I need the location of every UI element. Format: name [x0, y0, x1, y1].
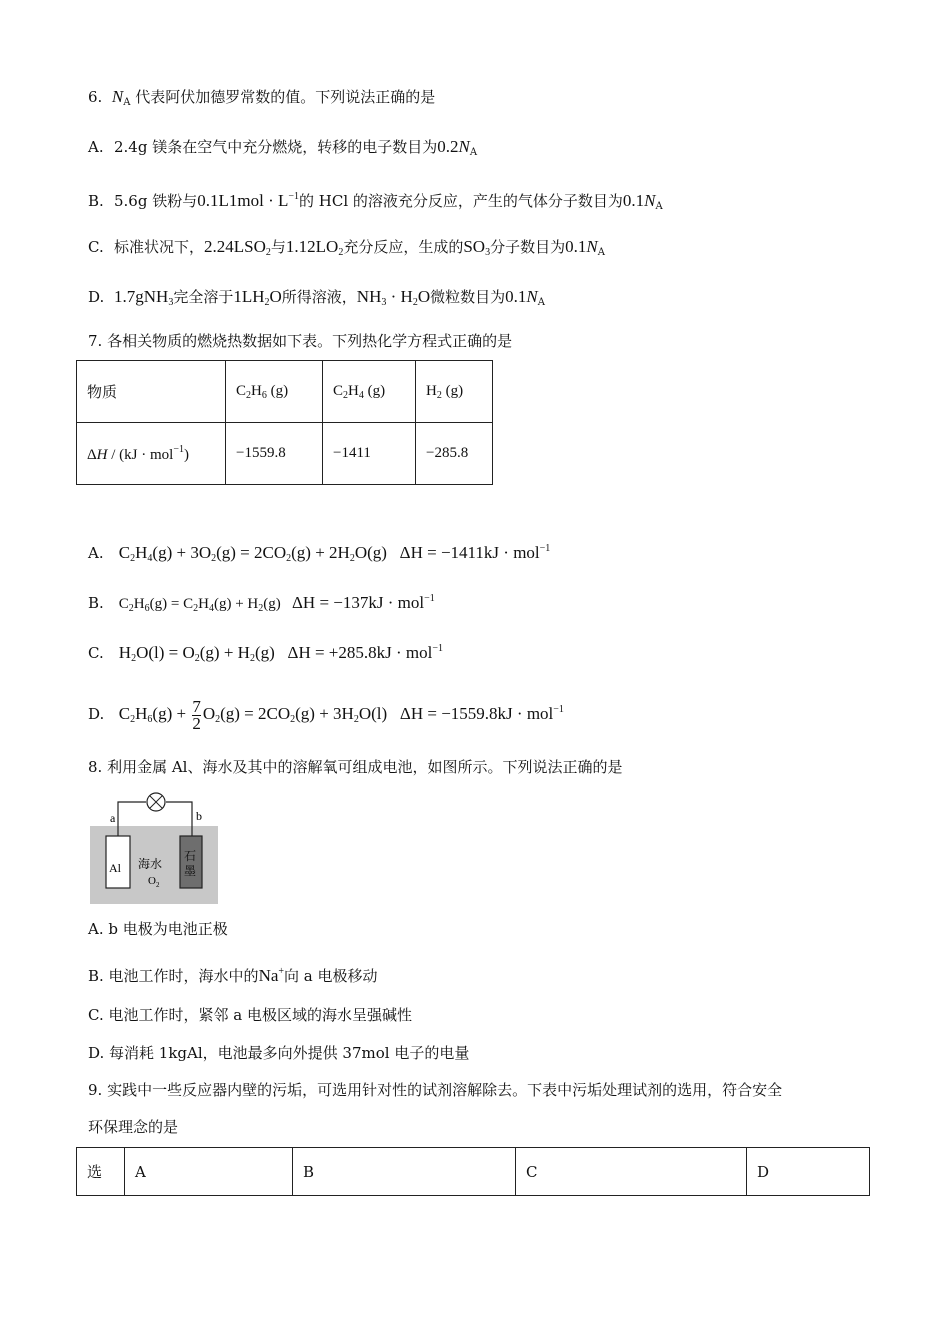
q7-option-c: C. $H_2O(l) = O_2(g) + H_2(g) \Delta H = +285.8kJ \cdot mol^{-1}$: [88, 643, 444, 664]
q9-header-a: A: [125, 1148, 293, 1196]
q7-header-c2h4: $C_2H_4$ (g): [323, 361, 416, 423]
q6-option-a: A. 2.4g 镁条在空气中充分燃烧，转移的电子数目为$0.2N_A$: [88, 137, 478, 158]
q7-option-b: B. $C_2H_6(g) = C_2H_4(g) + H_2(g) \Delta H = -137kJ \cdot mol^{-1}$: [88, 593, 435, 614]
bulb-icon: [147, 793, 165, 811]
q6-option-b: B. 5.6g 铁粉与$0.1L1mol \cdot L^{-1}$的 HCl 的溶液充分反应，产生的气体分子数目为$0.1N_A$: [88, 191, 663, 212]
q7-option-d: D. $C_2H_6(g)$ + $\frac{7}{2}$ $O_2(g) = 2CO_2(g) + 3H_2O(l) \Delta H = -1559.8kJ \cdot mol^{-1}$: [88, 696, 564, 733]
q7-row-dh-label: ΔH / (kJ · mol$^{-1}$): [77, 423, 226, 485]
al-label: Al: [109, 861, 121, 875]
q9-stem-line1: 9. 实践中一些反应器内壁的污垢，可选用针对性的试剂溶解除去。下表中污垢处理试剂的选用，符合安全: [88, 1081, 783, 1099]
label-b: b: [196, 809, 202, 823]
q7-header-substance: 物质: [77, 361, 226, 423]
q8-option-b: B. 电池工作时，海水中的Na+向 a 电极移动: [88, 966, 378, 985]
q6-stem: 6. $N_A$ 代表阿伏加德罗常数的值。下列说法正确的是: [88, 87, 436, 108]
q9-header-d: D: [747, 1148, 870, 1196]
q9-stem-line2: 环保理念的是: [88, 1118, 179, 1136]
seawater-label: 海水: [138, 857, 163, 871]
q7-option-a: A. $C_2H_4(g) + 3O_2(g) = 2CO_2(g) + 2H_2O(g) \Delta H = -1411kJ \cdot mol^{-1}$: [88, 543, 551, 564]
q9-header-b: B: [293, 1148, 516, 1196]
q9-header-c: C: [516, 1148, 747, 1196]
q8-option-a: A. b 电极为电池正极: [88, 920, 228, 938]
q7-header-c2h6: $C_2H_6$ (g): [226, 361, 323, 423]
q8-option-c: C. 电池工作时，紧邻 a 电极区域的海水呈强碱性: [88, 1006, 412, 1024]
q7-dh-c2h6: −1559.8: [226, 423, 323, 485]
q7-dh-h2: −285.8: [416, 423, 493, 485]
q8-option-d: D. 每消耗 1kgAl，电池最多向外提供 37mol 电子的电量: [88, 1044, 470, 1062]
q8-stem: 8. 利用金属 Al、海水及其中的溶解氧可组成电池，如图所示。下列说法正确的是: [88, 758, 623, 776]
q6-option-d: D. 1.7gNH$_3$完全溶于$1LH_2O$所得溶液，$NH_3 \cdot H_2O$微粒数目为$0.1N_A$: [88, 287, 545, 308]
graphite-label-2: 墨: [184, 864, 197, 878]
q7-table: [76, 360, 493, 485]
q9-header-choice: 选: [77, 1148, 125, 1196]
graphite-label-1: 石: [184, 849, 197, 863]
q6-option-c: C. 标准状况下，$2.24LSO_2$与$1.12LO_2$充分反应，生成的$SO_3$分子数目为$0.1N_A$: [88, 237, 605, 258]
q7-header-h2: $H_2$ (g): [416, 361, 493, 423]
q9-table: [76, 1147, 870, 1196]
battery-figure: [88, 786, 220, 906]
o2-label: $O_2$: [148, 875, 160, 889]
q7-dh-c2h4: −1411: [323, 423, 416, 485]
q7-stem: 7. 各相关物质的燃烧热数据如下表。下列热化学方程式正确的是: [88, 332, 513, 350]
label-a: a: [110, 811, 116, 825]
